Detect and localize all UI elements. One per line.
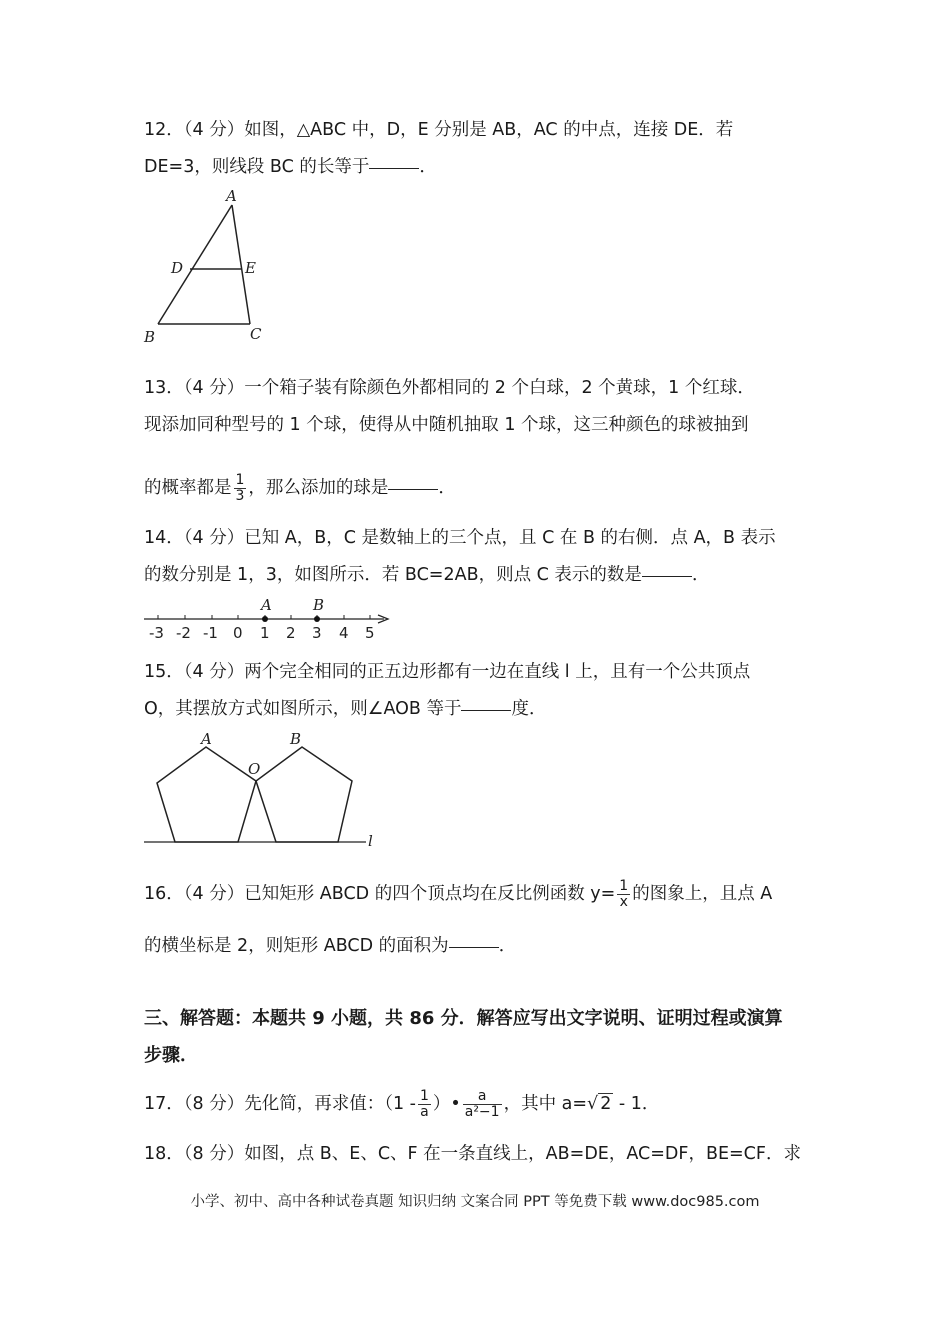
question-14 [144,520,808,594]
question-16-line2: 的横坐标是 2，则矩形 ABCD 的面积为 ． [144,936,517,956]
tick-label: 0 [233,624,243,642]
tick-label: 1 [260,624,270,642]
label-a: A [201,730,212,748]
point-a-dot [262,616,268,622]
point-b-label: B [313,596,325,614]
label-d: D [171,259,184,277]
tick-label: 5 [365,624,375,642]
answer-blank [461,709,511,711]
question-15 [144,654,808,728]
label-b: B [144,328,156,346]
fraction-one-over-a: $\frac{1}{a}$ [419,1087,429,1120]
answer-blank [369,167,419,169]
answer-blank [449,946,499,948]
label-e: E [245,259,256,277]
triangle-figure [140,185,280,355]
question-13-line3: 的概率都是 $\frac{1}{3}$ ，那么添加的球是 ． [144,471,456,504]
point-a-label: A [261,596,272,614]
question-18 [144,1136,808,1173]
label-a: A [226,187,237,205]
q14-line2: 的数分别是 1，3，如图所示．若 BC=2AB，则点 C 表示的数是 ． [144,565,710,585]
question-16 [144,876,808,913]
q18-line1: 18．（8 分）如图，点 B、E、C、F 在一条直线上，AB=DE，AC=DF，BE=CF．求 [144,1144,801,1164]
q12-line1: 12．（4 分）如图，△ABC 中，D，E 分别是 AB，AC 的中点，连接 DE．若 [144,120,734,140]
tick-label: -2 [176,624,191,642]
pentagon-figure [140,728,390,858]
q12-line2: DE=3，则线段 BC 的长等于 ． [144,157,437,177]
question-13 [144,370,808,444]
tick-label: -1 [203,624,218,642]
label-b: B [290,730,302,748]
question-17: 17．（8 分）先化简，再求值：（1 - $\frac{1}{a}$ ）• $\frac{a}{\text{a²−1}}$ ，其中 a=√ 2 - 1． [144,1087,660,1120]
label-o: O [248,760,261,778]
label-c: C [250,325,262,343]
tick-label: -3 [149,624,164,642]
page-footer: 小学、初中、高中各种试卷真题 知识归纳 文案合同 PPT 等免费下载 www.doc985.com [190,1194,760,1210]
section-heading: 三、解答题：本题共 9 小题，共 86 分．解答应写出文字说明、证明过程或演算 步骤． [144,1008,783,1066]
tick-label: 4 [339,624,349,642]
answer-blank [388,488,438,490]
q15-line1: 15．（4 分）两个完全相同的正五边形都有一边在直线 l 上，且有一个公共顶点 [144,662,751,682]
fraction-a-over-a2-minus-1: $\frac{a}{\text{a²−1}}$ [464,1087,500,1120]
fraction-one-third: $\frac{1}{3}$ [235,471,245,504]
q15-line2: O，其摆放方式如图所示，则∠AOB 等于 度． [144,699,547,719]
point-b-dot [314,616,320,622]
fraction-one-over-x: $\frac{1}{x}$ [619,877,629,910]
question-12 [144,112,808,186]
answer-blank [642,575,692,577]
q14-line1: 14．（4 分）已知 A，B，C 是数轴上的三个点，且 C 在 B 的右侧．点 A，B 表示 [144,528,776,548]
sqrt-value: 2 [600,1094,612,1114]
q16-line1: 16．（4 分）已知矩形 ABCD 的四个顶点均在反比例函数 y= $\frac{1}{x}$ 的图象上，且点 A [144,877,773,910]
number-line-figure [140,595,400,650]
tick-label: 3 [312,624,322,642]
label-l: l [368,832,373,850]
sqrt-sign: √ [587,1094,599,1114]
q13-line2: 现添加同种型号的 1 个球，使得从中随机抽取 1 个球，这三种颜色的球被抽到 [144,415,749,435]
tick-label: 2 [286,624,296,642]
q13-line1: 13．（4 分）一个箱子装有除颜色外都相同的 2 个白球，2 个黄球，1 个红球． [144,378,755,398]
